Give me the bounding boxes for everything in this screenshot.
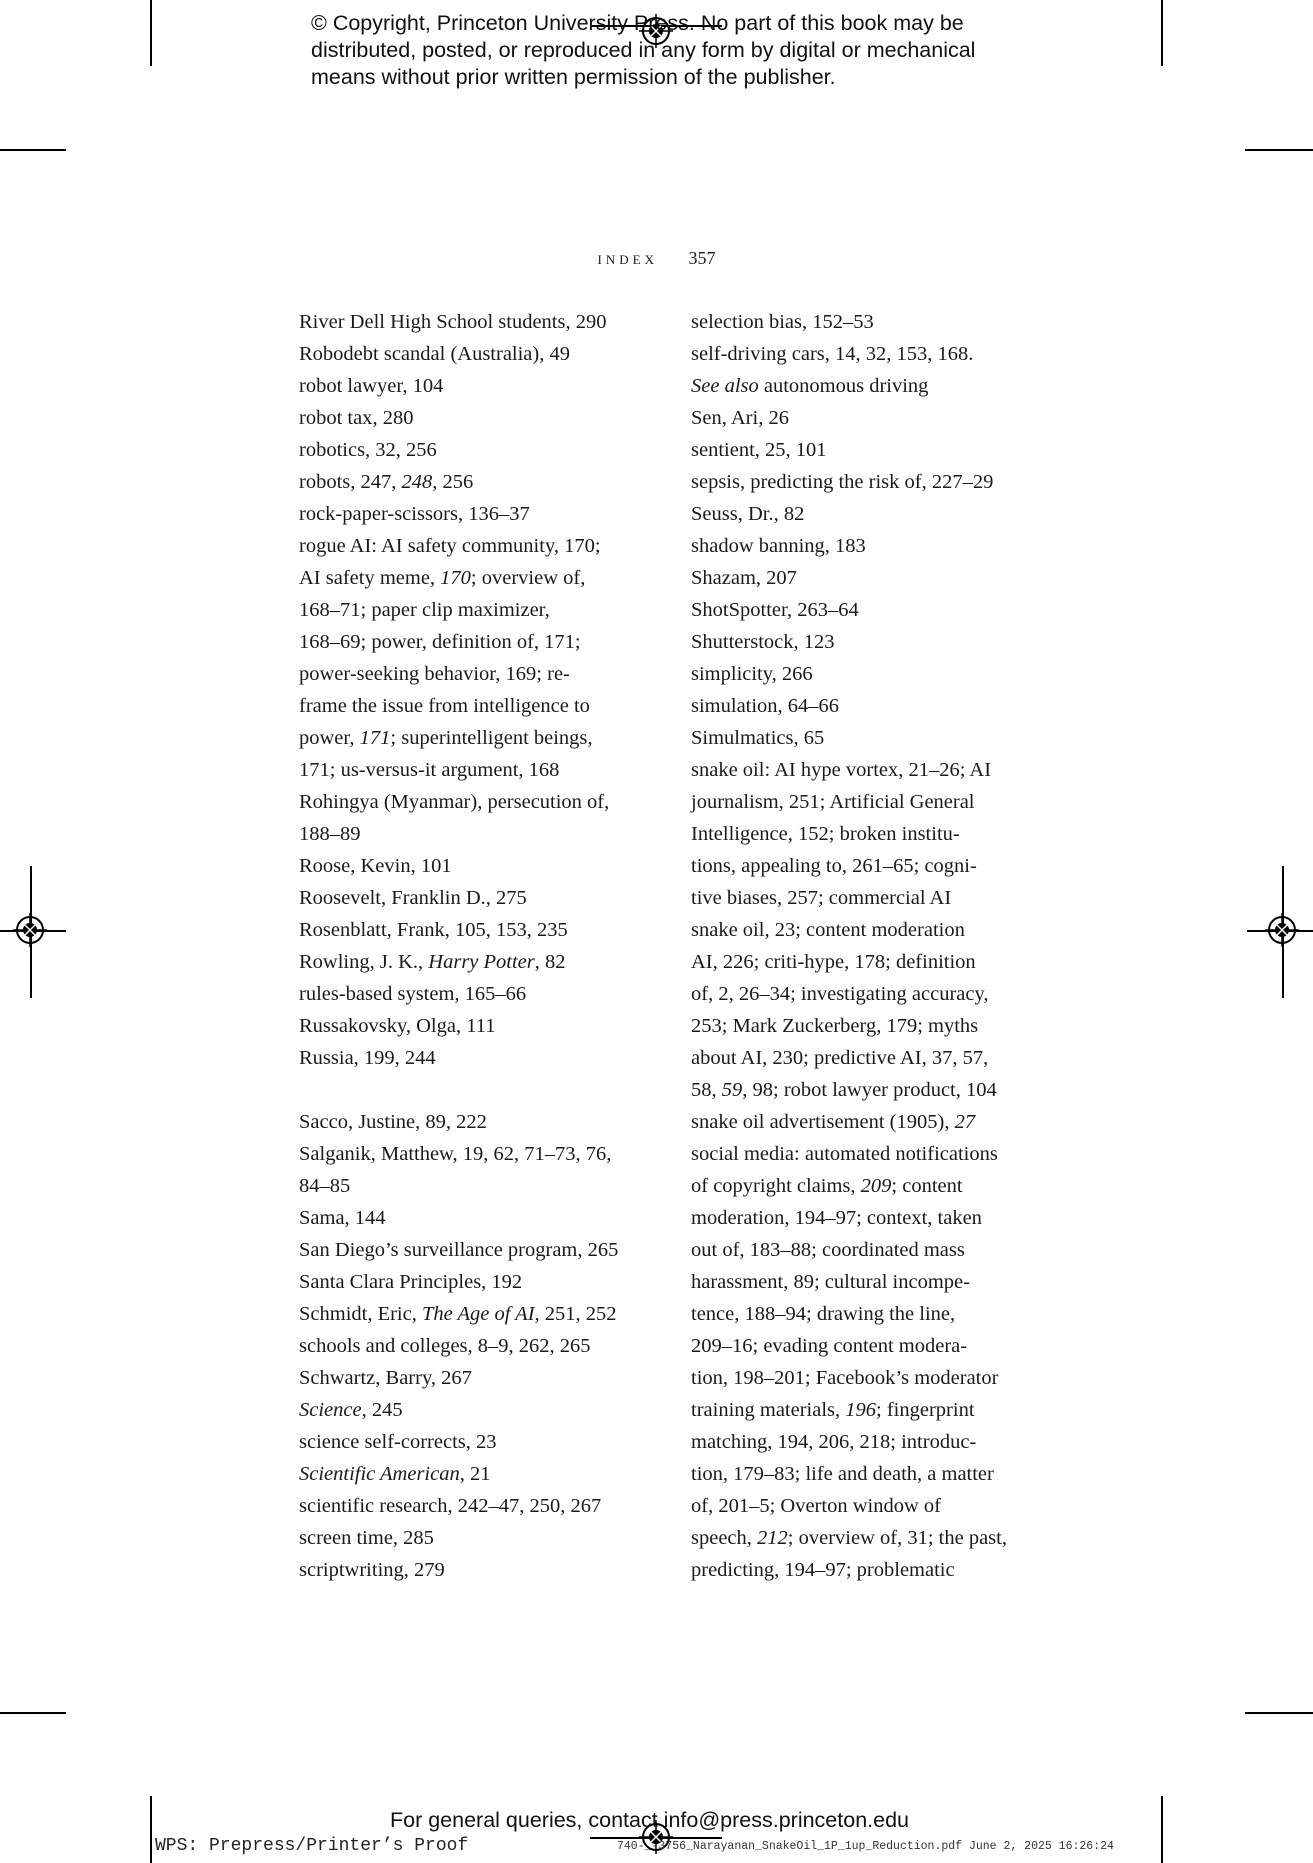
index-entry bbox=[299, 530, 659, 786]
index-entry bbox=[299, 466, 659, 498]
crop-mark bbox=[150, 0, 152, 66]
index-entry-line: shadow banning, 183 bbox=[691, 535, 866, 557]
index-entry bbox=[299, 1330, 659, 1362]
index-entry-line: 168–71; paper clip maximizer, bbox=[299, 599, 550, 621]
page-number: 357 bbox=[688, 248, 716, 268]
index-entry-line: sentient, 25, 101 bbox=[691, 439, 827, 461]
index-entry-line: 209–16; evading content modera- bbox=[691, 1335, 968, 1357]
index-entry-line: selection bias, 152–53 bbox=[691, 311, 874, 333]
index-entry bbox=[299, 402, 659, 434]
copyright-line: distributed, posted, or reproduced in any form by digital or mechanical bbox=[311, 38, 976, 62]
index-entry bbox=[299, 1394, 659, 1426]
copyright-line: © Copyright, Princeton University Press. No part of this book may be bbox=[311, 11, 964, 35]
index-entry bbox=[299, 882, 659, 914]
index-entry-line: 58, 59, 98; robot lawyer product, 104 bbox=[691, 1079, 997, 1101]
index-entry-line: journalism, 251; Artificial General bbox=[691, 791, 975, 813]
index-entry bbox=[299, 306, 659, 338]
index-entry-line: scientific research, 242–47, 250, 267 bbox=[299, 1495, 602, 1517]
index-entry bbox=[299, 1266, 659, 1298]
index-entry-line: rock-paper-scissors, 136–37 bbox=[299, 503, 530, 525]
index-entry-line: tive biases, 257; commercial AI bbox=[691, 887, 952, 909]
index-entry-line: Sama, 144 bbox=[299, 1207, 386, 1229]
index-entry-line: screen time, 285 bbox=[299, 1527, 434, 1549]
index-entry bbox=[299, 946, 659, 978]
proof-label: WPS: Prepress/Printer’s Proof bbox=[155, 1836, 469, 1856]
index-entry-line: 168–69; power, definition of, 171; bbox=[299, 631, 581, 653]
index-entry-line: 171; us-versus-it argument, 168 bbox=[299, 759, 560, 781]
index-entry-line: predicting, 194–97; problematic bbox=[691, 1559, 955, 1581]
index-entry bbox=[299, 1362, 659, 1394]
index-entry bbox=[691, 1138, 1051, 1586]
index-entry-line: snake oil, 23; content moderation bbox=[691, 919, 965, 941]
index-entry bbox=[691, 594, 1051, 626]
index-entry bbox=[299, 1010, 659, 1042]
index-entry bbox=[299, 1042, 659, 1074]
index-entry-line: Sacco, Justine, 89, 222 bbox=[299, 1111, 487, 1133]
index-entry bbox=[299, 1106, 659, 1138]
index-entry-line: 84–85 bbox=[299, 1175, 351, 1197]
index-entry-line: Robodebt scandal (Australia), 49 bbox=[299, 343, 570, 365]
index-entry-line: tion, 198–201; Facebook’s moderator bbox=[691, 1367, 999, 1389]
index-entry bbox=[691, 498, 1051, 530]
crop-mark bbox=[1245, 1712, 1313, 1714]
index-entry-line: tion, 179–83; life and death, a matter bbox=[691, 1463, 994, 1485]
index-entry-line: simulation, 64–66 bbox=[691, 695, 840, 717]
index-entry-line: Salganik, Matthew, 19, 62, 71–73, 76, bbox=[299, 1143, 612, 1165]
index-entry-line: of, 2, 26–34; investigating accuracy, bbox=[691, 983, 989, 1005]
index-entry bbox=[299, 1202, 659, 1234]
index-entry bbox=[299, 1458, 659, 1490]
index-entry-line: Schwartz, Barry, 267 bbox=[299, 1367, 472, 1389]
index-entry-line: Intelligence, 152; broken institu- bbox=[691, 823, 960, 845]
index-entry bbox=[299, 850, 659, 882]
registration-target-icon bbox=[1265, 913, 1299, 947]
index-entry bbox=[691, 466, 1051, 498]
index-entry bbox=[299, 1554, 659, 1586]
index-entry-line: rogue AI: AI safety community, 170; bbox=[299, 535, 601, 557]
index-entry-line: power-seeking behavior, 169; re- bbox=[299, 663, 570, 685]
index-entry-line: Simulmatics, 65 bbox=[691, 727, 825, 749]
crop-mark bbox=[1245, 149, 1313, 151]
index-entry-line: Roosevelt, Franklin D., 275 bbox=[299, 887, 527, 909]
index-entry-line: robot lawyer, 104 bbox=[299, 375, 444, 397]
index-entry bbox=[299, 914, 659, 946]
index-entry bbox=[691, 1106, 1051, 1138]
index-entry-line: training materials, 196; fingerprint bbox=[691, 1399, 975, 1421]
proof-file-info: 740-_-3756_Narayanan_SnakeOil_1P_1up_Reduction.pdf June 2, 2025 16:26:24 bbox=[617, 1840, 1114, 1853]
index-entry bbox=[691, 530, 1051, 562]
index-entry-line: snake oil advertisement (1905), 27 bbox=[691, 1111, 976, 1133]
index-entry-line: River Dell High School students, 290 bbox=[299, 311, 607, 333]
index-entry bbox=[691, 402, 1051, 434]
index-column-right bbox=[691, 306, 1051, 1586]
index-entry-line: science self-corrects, 23 bbox=[299, 1431, 497, 1453]
index-entry-line: moderation, 194–97; context, taken bbox=[691, 1207, 982, 1229]
index-entry bbox=[299, 434, 659, 466]
index-entry-line: Rohingya (Myanmar), persecution of, bbox=[299, 791, 610, 813]
index-entry-line: AI safety meme, 170; overview of, bbox=[299, 567, 586, 589]
index-entry bbox=[691, 562, 1051, 594]
index-entry-line: Santa Clara Principles, 192 bbox=[299, 1271, 523, 1293]
index-entry-line: Russakovsky, Olga, 111 bbox=[299, 1015, 496, 1037]
index-entry bbox=[691, 690, 1051, 722]
index-entry-line: Seuss, Dr., 82 bbox=[691, 503, 805, 525]
index-entry bbox=[691, 338, 1051, 402]
index-entry bbox=[299, 1138, 659, 1202]
running-head bbox=[0, 248, 1313, 269]
index-entry-line: Roose, Kevin, 101 bbox=[299, 855, 452, 877]
index-entry-line: San Diego’s surveillance program, 265 bbox=[299, 1239, 619, 1261]
running-head-title: index bbox=[597, 248, 658, 268]
index-entry-line: Schmidt, Eric, The Age of AI, 251, 252 bbox=[299, 1303, 617, 1325]
index-entry-line: power, 171; superintelligent beings, bbox=[299, 727, 593, 749]
index-column-left bbox=[299, 306, 659, 1586]
index-entry-line: 188–89 bbox=[299, 823, 361, 845]
index-entry-line: frame the issue from intelligence to bbox=[299, 695, 590, 717]
index-entry bbox=[691, 722, 1051, 754]
index-entry bbox=[299, 498, 659, 530]
index-entry bbox=[299, 1426, 659, 1458]
index-entry-line: Rowling, J. K., Harry Potter, 82 bbox=[299, 951, 566, 973]
index-entry-line: of, 201–5; Overton window of bbox=[691, 1495, 941, 1517]
crop-mark bbox=[150, 1796, 152, 1863]
index-entry bbox=[299, 1490, 659, 1522]
index-entry-line: tence, 188–94; drawing the line, bbox=[691, 1303, 956, 1325]
index-entry-line: Sen, Ari, 26 bbox=[691, 407, 789, 429]
index-entry-line: robot tax, 280 bbox=[299, 407, 414, 429]
index-entry-line: social media: automated notifications bbox=[691, 1143, 998, 1165]
index-entry-line: Rosenblatt, Frank, 105, 153, 235 bbox=[299, 919, 568, 941]
index-entry-line: snake oil: AI hype vortex, 21–26; AI bbox=[691, 759, 992, 781]
crop-mark bbox=[1161, 0, 1163, 66]
index-entry-line: out of, 183–88; coordinated mass bbox=[691, 1239, 965, 1261]
index-entry-line: Shutterstock, 123 bbox=[691, 631, 835, 653]
index-entry-line: AI, 226; criti-hype, 178; definition bbox=[691, 951, 976, 973]
index-entry-line: scriptwriting, 279 bbox=[299, 1559, 445, 1581]
index-entry-line: tions, appealing to, 261–65; cogni- bbox=[691, 855, 977, 877]
crop-mark bbox=[0, 1712, 66, 1714]
index-entry bbox=[299, 978, 659, 1010]
index-entry-line: Science, 245 bbox=[299, 1399, 403, 1421]
index-entry-line: harassment, 89; cultural incompe- bbox=[691, 1271, 970, 1293]
index-entry-line: self-driving cars, 14, 32, 153, 168. bbox=[691, 343, 974, 365]
index-entry bbox=[299, 1522, 659, 1554]
index-entry-line: ShotSpotter, 263–64 bbox=[691, 599, 859, 621]
index-entry bbox=[299, 370, 659, 402]
index-entry bbox=[691, 434, 1051, 466]
index-entry bbox=[299, 786, 659, 850]
index-entry bbox=[299, 1298, 659, 1330]
copyright-notice bbox=[311, 10, 975, 91]
copyright-line: means without prior written permission of the publisher. bbox=[311, 65, 836, 89]
index-entry-line: schools and colleges, 8–9, 262, 265 bbox=[299, 1335, 591, 1357]
index-entry-line: Shazam, 207 bbox=[691, 567, 797, 589]
index-entry bbox=[299, 338, 659, 370]
index-entry-line: sepsis, predicting the risk of, 227–29 bbox=[691, 471, 994, 493]
index-entry-line: 253; Mark Zuckerberg, 179; myths bbox=[691, 1015, 979, 1037]
index-entry-line: speech, 212; overview of, 31; the past, bbox=[691, 1527, 1007, 1549]
index-entry bbox=[691, 626, 1051, 658]
contact-notice: For general queries, contact info@press.princeton.edu bbox=[390, 1808, 910, 1832]
index-entry-line: Russia, 199, 244 bbox=[299, 1047, 436, 1069]
index-entry-line: about AI, 230; predictive AI, 37, 57, bbox=[691, 1047, 989, 1069]
index-entry-line: Scientific American, 21 bbox=[299, 1463, 491, 1485]
index-entry-line: of copyright claims, 209; content bbox=[691, 1175, 963, 1197]
index-entry-line: simplicity, 266 bbox=[691, 663, 813, 685]
index-entry bbox=[691, 306, 1051, 338]
index-entry bbox=[691, 658, 1051, 690]
index-entry-line: robots, 247, 248, 256 bbox=[299, 471, 474, 493]
crop-mark bbox=[1161, 1796, 1163, 1863]
registration-target-icon bbox=[13, 913, 47, 947]
crop-mark bbox=[0, 149, 66, 151]
index-entry-line: robotics, 32, 256 bbox=[299, 439, 437, 461]
index-entry-line: matching, 194, 206, 218; introduc- bbox=[691, 1431, 977, 1453]
index-entry bbox=[691, 754, 1051, 1106]
index-entry bbox=[299, 1234, 659, 1266]
index-entry-line: See also autonomous driving bbox=[691, 375, 929, 397]
index-entry-line: rules-based system, 165–66 bbox=[299, 983, 527, 1005]
